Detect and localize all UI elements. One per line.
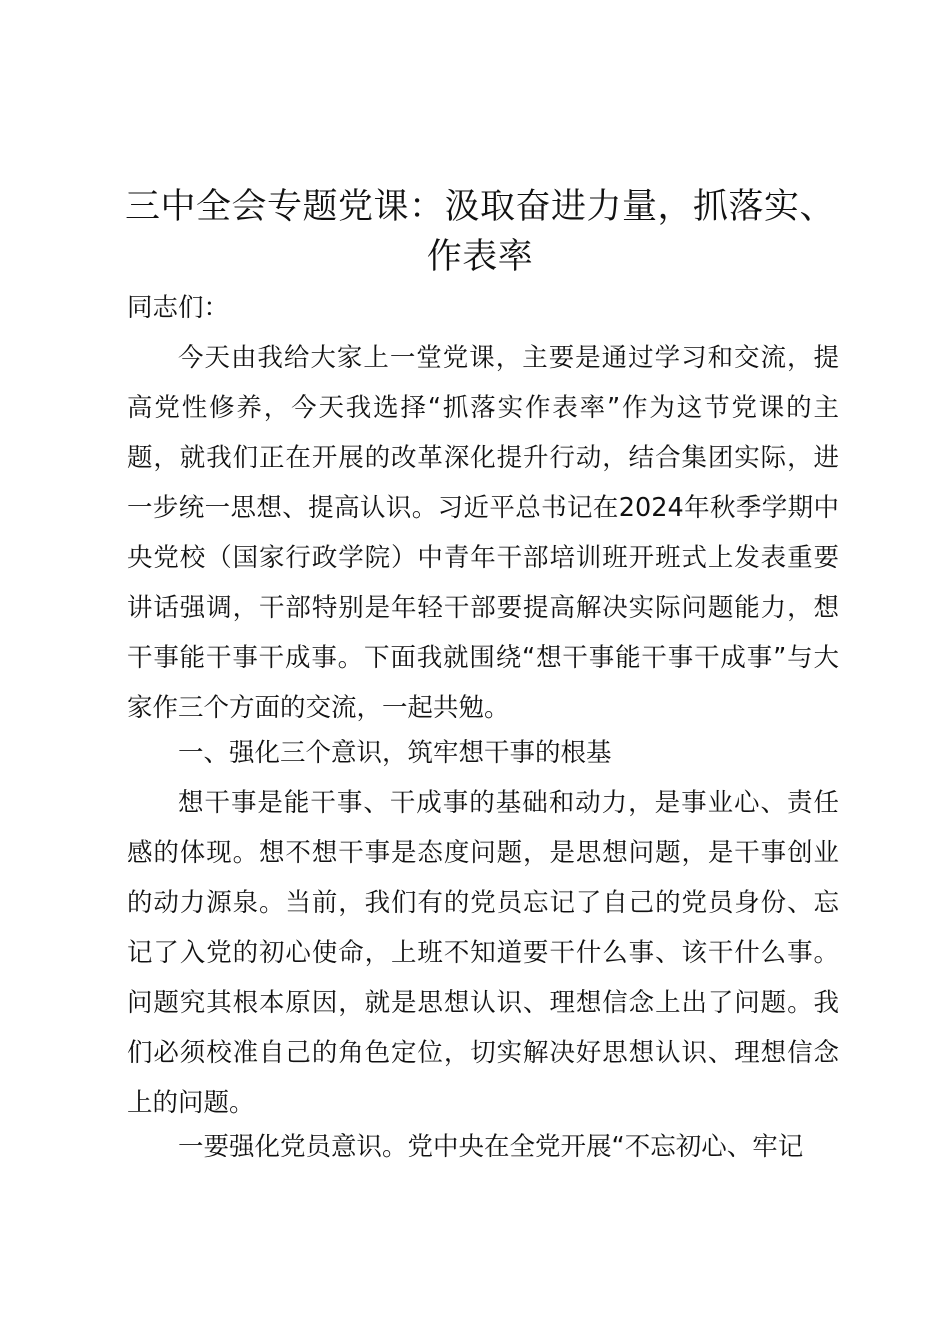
paragraph-section-1: 想干事是能干事、干成事的基础和动力，是事业心、责任感的体现。想不想干事是态度问题，是思想问题，是干事创业的动力源泉。当前，我们有的党员忘记了自己的党员身份、忘记了入党的初心使命，上班不知道要干什么事、该干什么事。问题究其根本原因，就是思想认识、理想信念上出了问题。我们必须校准自己的角色定位，切实解决好思想认识、理想信念上的问题。: [127, 788, 839, 1118]
paragraph-party-awareness: 一要强化党员意识。党中央在全党开展“不忘初心、牢记: [178, 1132, 804, 1162]
document-title-line-2: 作表率: [426, 237, 534, 277]
paragraph-intro: 今天由我给大家上一堂党课，主要是通过学习和交流，提高党性修养，今天我选择“抓落实作表率”作为这节党课的主题，就我们正在开展的改革深化提升行动，结合集团实际，进一步统一思想、提高认识。习近平总书记在2024年秋季学期中央党校（国家行政学院）中青年干部培训班开班式上发表重要讲话强调，干部特别是年轻干部要提高解决实际问题能力，想干事能干事干成事。下面我就围绕“想干事能干事干成事”与大家作三个方面的交流，一起共勉。: [127, 343, 839, 723]
section-heading-1: 一、强化三个意识，筑牢想干事的根基: [178, 738, 612, 768]
document-title-line-1: 三中全会专题党课：汲取奋进力量，抓落实、: [124, 187, 835, 227]
salutation: 同志们：: [127, 293, 230, 323]
